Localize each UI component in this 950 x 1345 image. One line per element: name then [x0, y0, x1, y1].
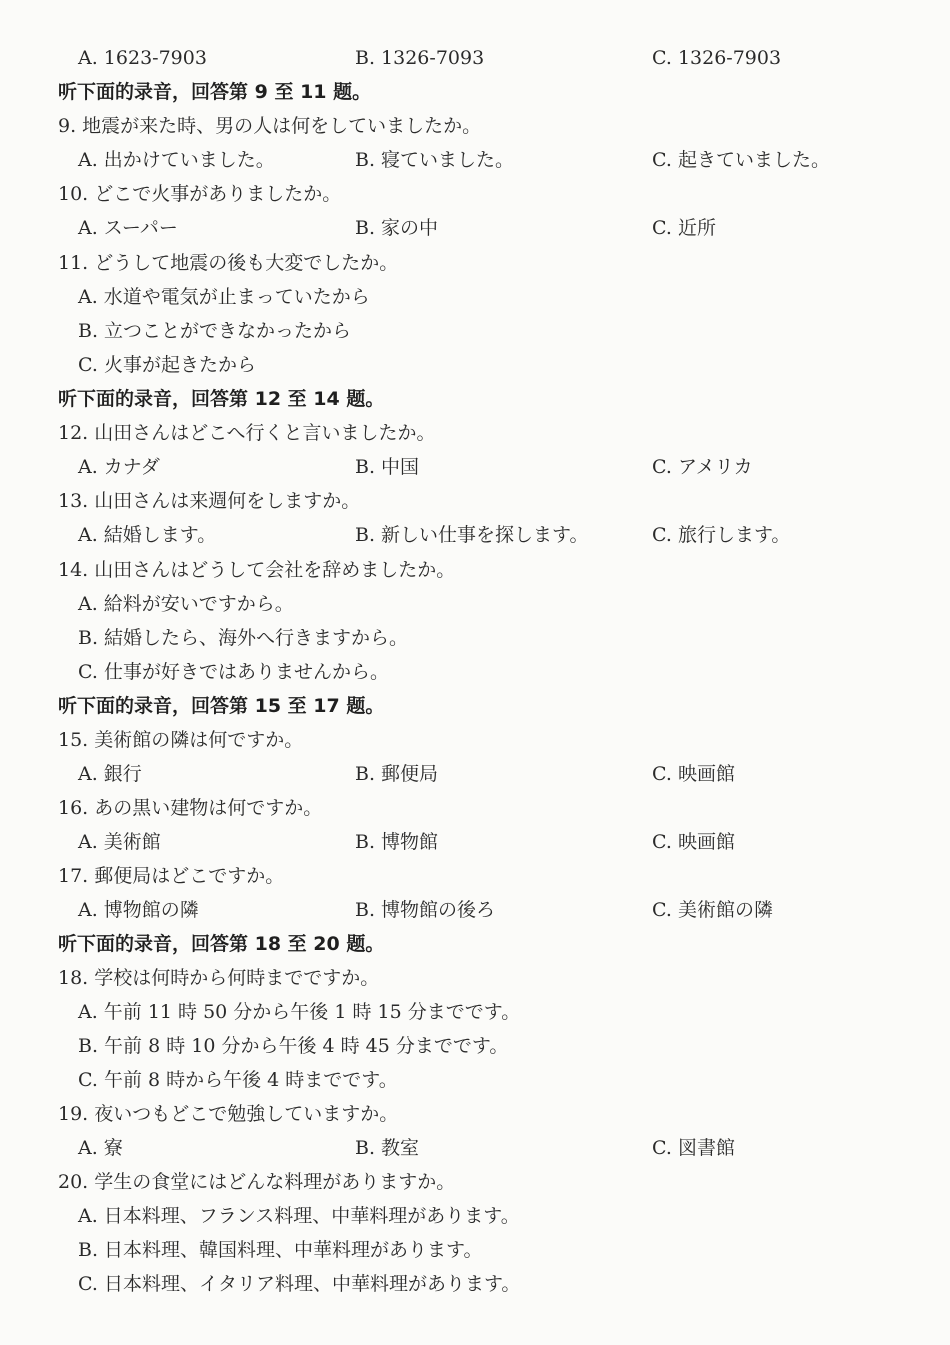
option-a: A. 結婚します。: [78, 524, 217, 546]
option-b: B. 1326-7093: [355, 47, 485, 69]
option-c: C. 近所: [652, 217, 716, 239]
option-b: B. 寝ていました。: [355, 149, 515, 171]
option-c: C. 美術館の隣: [652, 899, 773, 921]
option-a: A. 美術館: [78, 831, 161, 853]
option-b: B. 家の中: [355, 217, 439, 239]
option-a: A. 出かけていました。: [78, 149, 275, 171]
option-row-q18-b: [0, 1031, 950, 1061]
question-14: [0, 555, 950, 585]
option-row-q18-c: [0, 1065, 950, 1095]
option-c: C. アメリカ: [652, 456, 753, 478]
option-row-q11-c: [0, 350, 950, 380]
question-text: 10. どこで火事がありましたか。: [58, 183, 342, 205]
option-c: C. 映画館: [652, 831, 735, 853]
option-row-q20-c: [0, 1269, 950, 1299]
question-11: [0, 248, 950, 278]
option-c: C. 仕事が好きではありませんから。: [78, 661, 389, 683]
option-row-q11-a: [0, 282, 950, 312]
option-b: B. 中国: [355, 456, 420, 478]
option-row-q20-b: [0, 1235, 950, 1265]
question-10: [0, 179, 950, 209]
options-row-q19: [0, 1133, 950, 1163]
option-b: B. 博物館: [355, 831, 439, 853]
question-19: [0, 1099, 950, 1129]
option-b: B. 午前 8 時 10 分から午後 4 時 45 分までです。: [78, 1035, 509, 1057]
question-text: 19. 夜いつもどこで勉強していますか。: [58, 1103, 399, 1125]
option-c: C. 日本料理、イタリア料理、中華料理があります。: [78, 1273, 521, 1295]
question-text: 9. 地震が来た時、男の人は何をしていましたか。: [58, 115, 482, 137]
question-text: 14. 山田さんはどうして会社を辞めましたか。: [58, 559, 456, 581]
question-text: 12. 山田さんはどこへ行くと言いましたか。: [58, 422, 436, 444]
option-b: B. 郵便局: [355, 763, 439, 785]
option-row-q18-a: [0, 997, 950, 1027]
options-row-q13: [0, 520, 950, 550]
option-c: C. 1326-7903: [652, 47, 782, 69]
option-a: A. 銀行: [78, 763, 142, 785]
question-17: [0, 861, 950, 891]
options-row-q10: [0, 213, 950, 243]
options-row-q17: [0, 895, 950, 925]
options-row-prev: [0, 43, 950, 73]
question-text: 11. どうして地震の後も大変でしたか。: [58, 252, 399, 274]
option-c: C. 起きていました。: [652, 149, 830, 171]
question-20: [0, 1167, 950, 1197]
section-heading-15-17: 听下面的录音，回答第 15 至 17 题。: [58, 695, 385, 717]
question-12: [0, 418, 950, 448]
option-b: B. 結婚したら、海外へ行きますから。: [78, 627, 409, 649]
option-row-q14-c: [0, 657, 950, 687]
option-a: A. 博物館の隣: [78, 899, 199, 921]
question-text: 17. 郵便局はどこですか。: [58, 865, 285, 887]
question-13: [0, 486, 950, 516]
question-16: [0, 793, 950, 823]
section-heading-9-11: 听下面的录音，回答第 9 至 11 题。: [58, 81, 372, 103]
question-text: 15. 美術館の隣は何ですか。: [58, 729, 304, 751]
option-c: C. 旅行します。: [652, 524, 791, 546]
options-row-q16: [0, 827, 950, 857]
option-row-q14-a: [0, 589, 950, 619]
option-row-q14-b: [0, 623, 950, 653]
option-c: C. 午前 8 時から午後 4 時までです。: [78, 1069, 398, 1091]
option-row-q20-a: [0, 1201, 950, 1231]
question-15: [0, 725, 950, 755]
question-9: [0, 111, 950, 141]
option-a: A. 給料が安いですから。: [78, 593, 294, 615]
option-a: A. 1623-7903: [78, 47, 207, 69]
option-b: B. 教室: [355, 1137, 420, 1159]
option-a: A. 水道や電気が止まっていたから: [78, 286, 370, 308]
option-b: B. 日本料理、韓国料理、中華料理があります。: [78, 1239, 483, 1261]
question-18: [0, 963, 950, 993]
question-text: 16. あの黒い建物は何ですか。: [58, 797, 323, 819]
option-a: A. 午前 11 時 50 分から午後 1 時 15 分までです。: [78, 1001, 521, 1023]
option-b: B. 立つことができなかったから: [78, 320, 352, 342]
section-heading-12-14: 听下面的录音，回答第 12 至 14 题。: [58, 388, 385, 410]
option-a: A. スーパー: [78, 217, 178, 239]
options-row-q12: [0, 452, 950, 482]
options-row-q15: [0, 759, 950, 789]
option-a: A. 寮: [78, 1137, 123, 1159]
option-b: B. 博物館の後ろ: [355, 899, 496, 921]
options-row-q9: [0, 145, 950, 175]
option-a: A. カナダ: [78, 456, 160, 478]
question-text: 20. 学生の食堂にはどんな料理がありますか。: [58, 1171, 456, 1193]
option-c: C. 火事が起きたから: [78, 354, 256, 376]
question-text: 13. 山田さんは来週何をしますか。: [58, 490, 361, 512]
option-a: A. 日本料理、フランス料理、中華料理があります。: [78, 1205, 520, 1227]
option-c: C. 図書館: [652, 1137, 735, 1159]
question-text: 18. 学校は何時から何時までですか。: [58, 967, 380, 989]
option-b: B. 新しい仕事を探します。: [355, 524, 589, 546]
option-c: C. 映画館: [652, 763, 735, 785]
option-row-q11-b: [0, 316, 950, 346]
section-heading-18-20: 听下面的录音，回答第 18 至 20 题。: [58, 933, 385, 955]
